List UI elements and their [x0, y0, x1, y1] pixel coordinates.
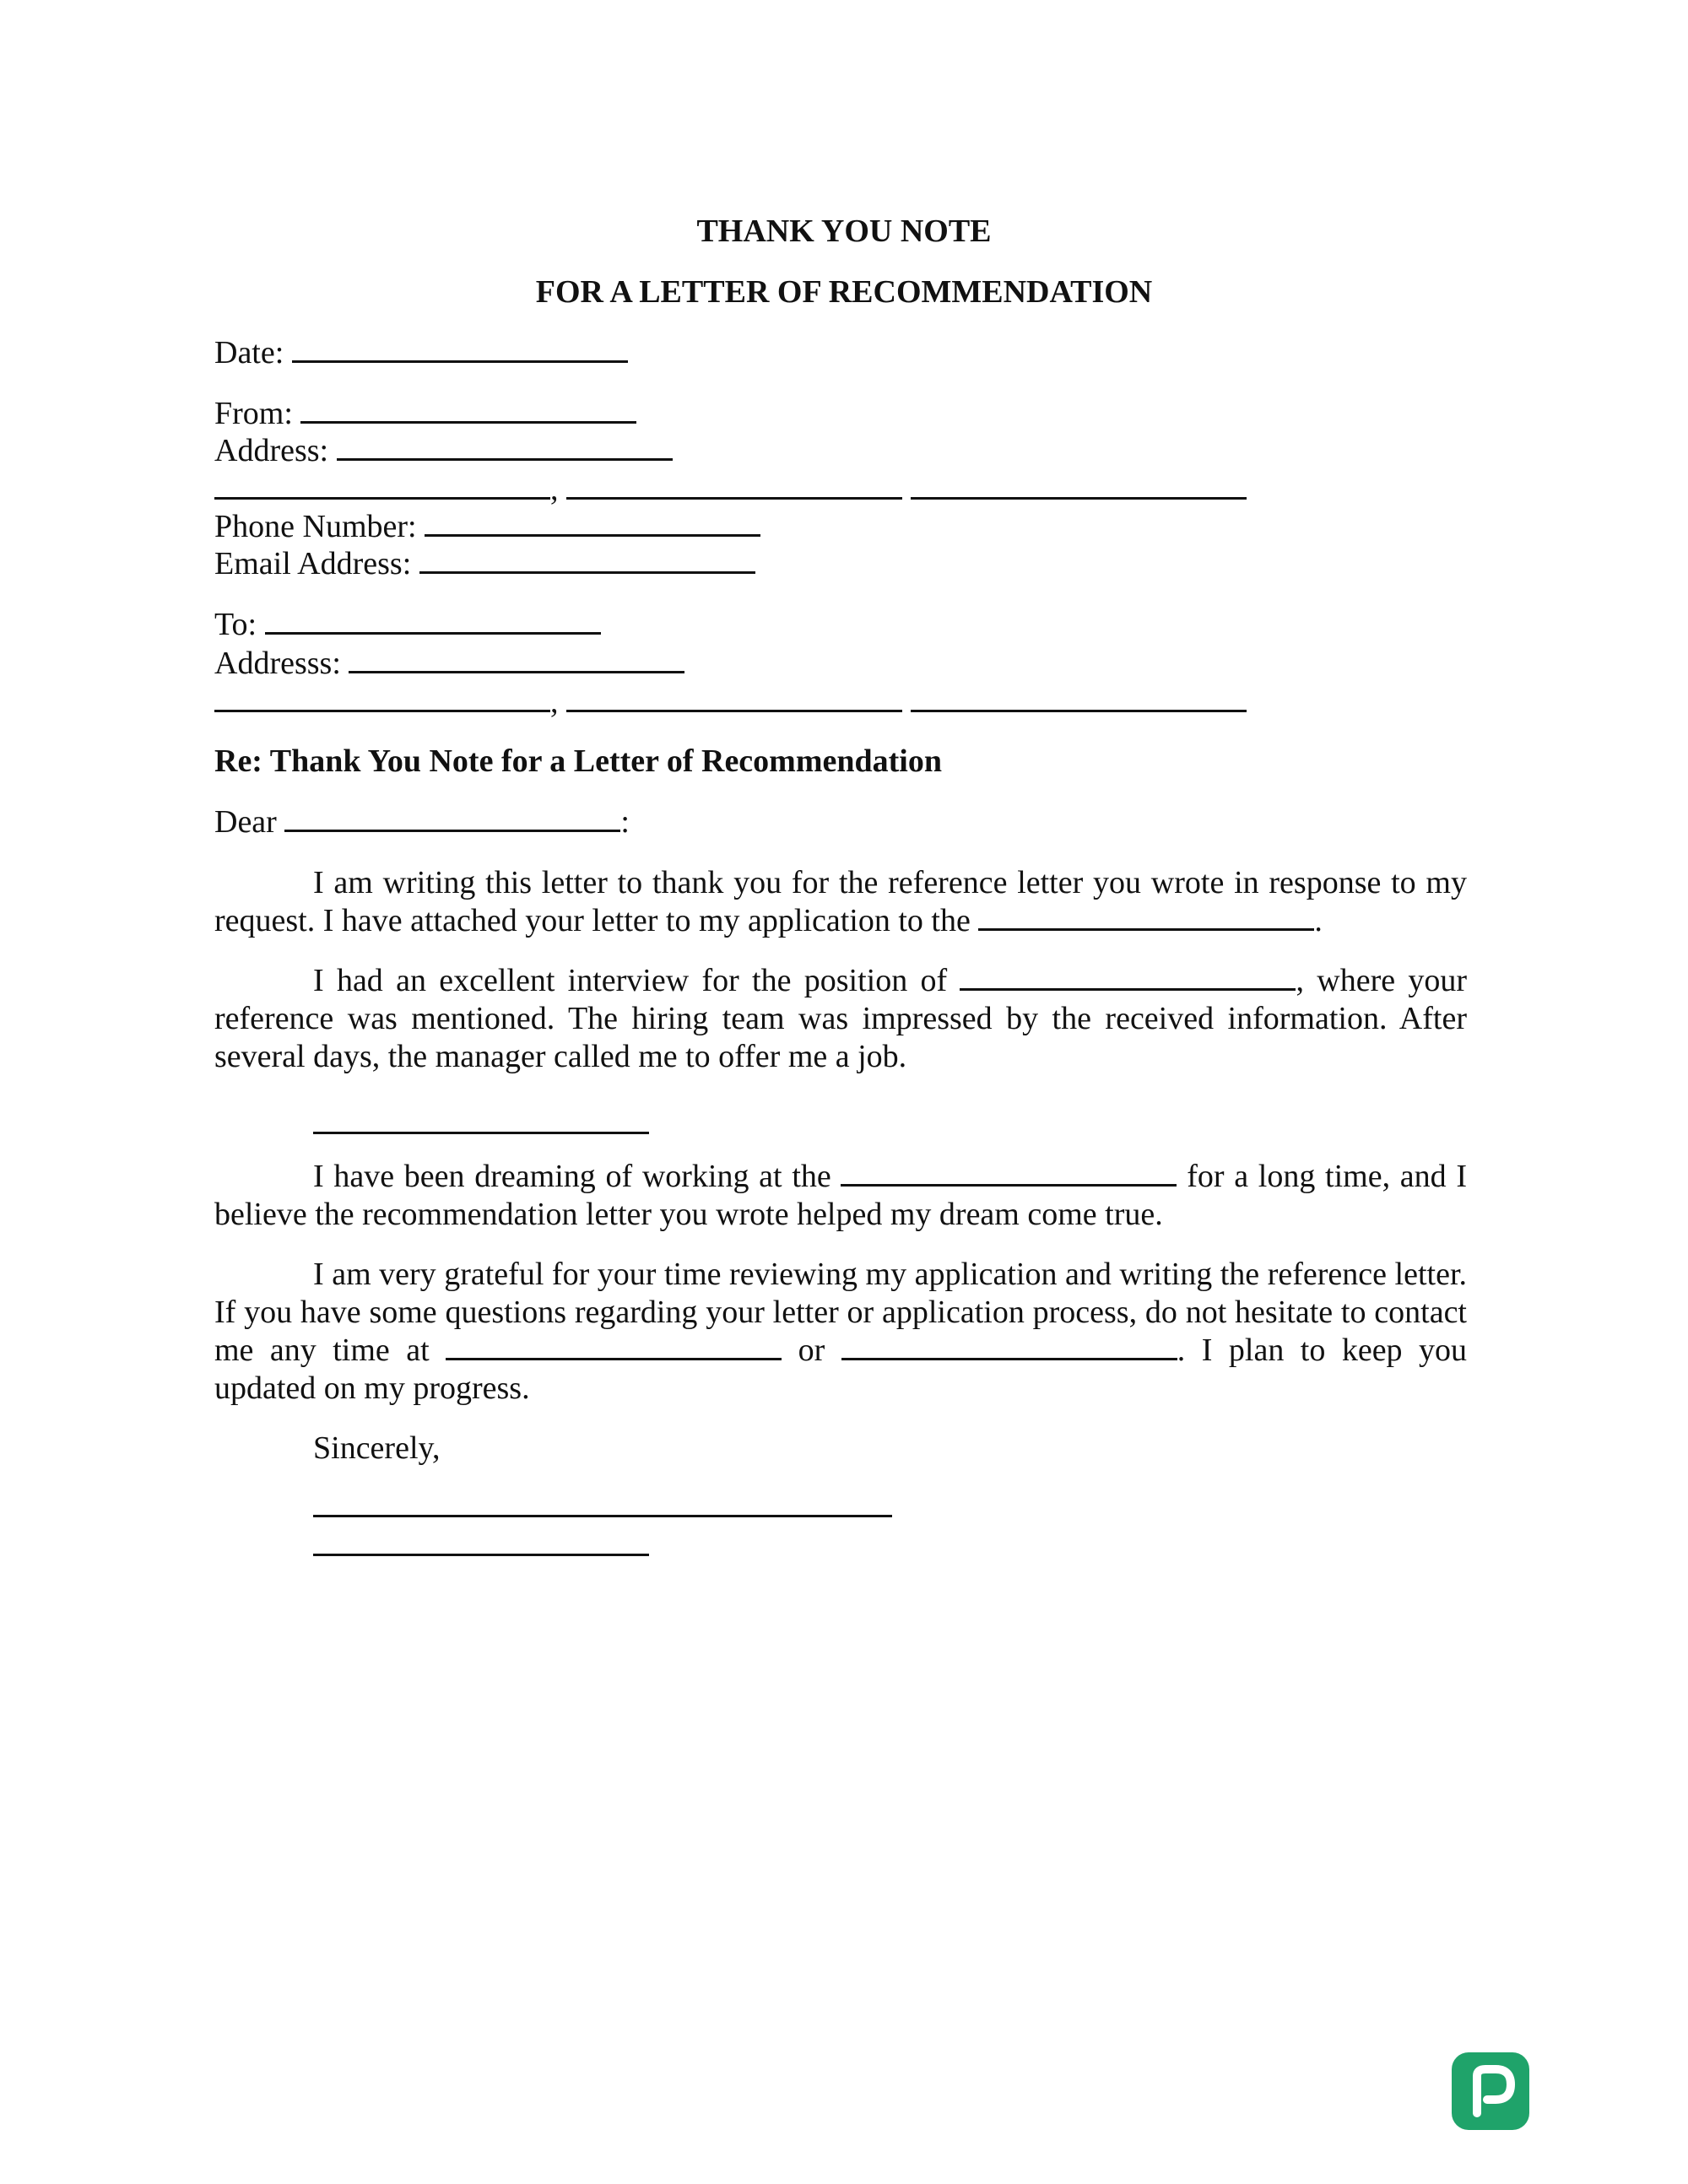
from-blank[interactable]: [300, 396, 636, 424]
paragraph-1: [214, 864, 1467, 940]
paragraph-2: [214, 962, 1467, 1076]
p2-text-end: , where your reference was mentioned. The hiring team was impressed by the received information. After several days, the manager called me to offer me a job.: [214, 963, 1468, 1074]
contact-email-blank[interactable]: [841, 1333, 1177, 1360]
email-label: Email Address:: [214, 546, 412, 581]
date-row: [214, 334, 628, 371]
company-blank[interactable]: [841, 1159, 1177, 1187]
recipient-address-label: Addresss:: [214, 646, 341, 681]
title-line-1: THANK YOU NOTE: [696, 214, 992, 249]
recipient-city-blank[interactable]: [214, 684, 550, 712]
contact-phone-blank[interactable]: [446, 1333, 782, 1360]
p1-text: I am writing this letter to thank you for the reference letter you wrote in response to my request. I have attached your letter to my application to the: [214, 865, 1467, 938]
p4-text-end: . I plan to keep you updated on my progress.: [214, 1333, 1468, 1406]
address-blank[interactable]: [337, 433, 673, 461]
title-line-2: FOR A LETTER OF RECOMMENDATION: [535, 274, 1153, 310]
signature-blank[interactable]: [313, 1489, 892, 1517]
p1-blank[interactable]: [978, 903, 1314, 931]
position-blank[interactable]: [960, 963, 1296, 991]
p3-text-start: I have been dreaming of working at the: [313, 1159, 831, 1194]
p2-text-start: I had an excellent interview for the position of: [313, 963, 948, 998]
phone-label: Phone Number:: [214, 509, 417, 544]
signature-row: [313, 1489, 892, 1526]
date-blank[interactable]: [292, 335, 628, 363]
phone-blank[interactable]: [425, 509, 760, 537]
to-label: To:: [214, 607, 257, 642]
standalone-blank-row: [313, 1106, 649, 1143]
printed-name-row: [313, 1527, 649, 1565]
to-blank[interactable]: [265, 607, 601, 635]
from-row: [214, 395, 636, 432]
date-label: Date:: [214, 335, 284, 370]
state-blank[interactable]: [566, 472, 902, 500]
printed-name-blank[interactable]: [313, 1528, 649, 1556]
salutation-row: [214, 803, 630, 841]
recipient-city-comma: ,: [550, 684, 559, 720]
paragraph-3: [214, 1158, 1467, 1234]
p-logo-icon: [1452, 2052, 1529, 2130]
p1-end: .: [1314, 903, 1323, 938]
salutation-colon: :: [620, 804, 630, 840]
re-line: Re: Thank You Note for a Letter of Recommendation: [214, 743, 942, 779]
to-row: [214, 606, 601, 643]
p3-text-end: for a long time, and I believe the recommendation letter you wrote helped my dream come true.: [214, 1159, 1468, 1232]
dear-blank[interactable]: [284, 804, 620, 832]
recipient-zip-blank[interactable]: [911, 684, 1247, 712]
sender-address-row: [214, 432, 673, 469]
p4-text-start: I am very grateful for your time reviewing my application and writing the reference letter. If you have some questions regarding your letter or application process, do not hesitate to contact me any time at: [214, 1257, 1467, 1368]
city-comma: ,: [550, 472, 559, 507]
standalone-blank[interactable]: [313, 1106, 649, 1134]
address-label: Address:: [214, 433, 329, 468]
zip-blank[interactable]: [911, 472, 1247, 500]
recipient-state-blank[interactable]: [566, 684, 902, 712]
paragraph-4: [214, 1256, 1467, 1408]
p4-text-middle: or: [798, 1333, 825, 1368]
city-blank[interactable]: [214, 472, 550, 500]
p-logo-glyph: [1452, 2052, 1529, 2130]
phone-row: [214, 508, 760, 545]
email-row: [214, 545, 755, 582]
dear-label: Dear: [214, 804, 277, 840]
sender-city-row: [214, 471, 1247, 508]
from-label: From:: [214, 396, 293, 431]
email-blank[interactable]: [419, 546, 755, 574]
recipient-address-row: [214, 645, 684, 682]
recipient-city-row: [214, 684, 1247, 721]
closing: Sincerely,: [313, 1430, 441, 1466]
recipient-address-blank[interactable]: [349, 646, 684, 673]
